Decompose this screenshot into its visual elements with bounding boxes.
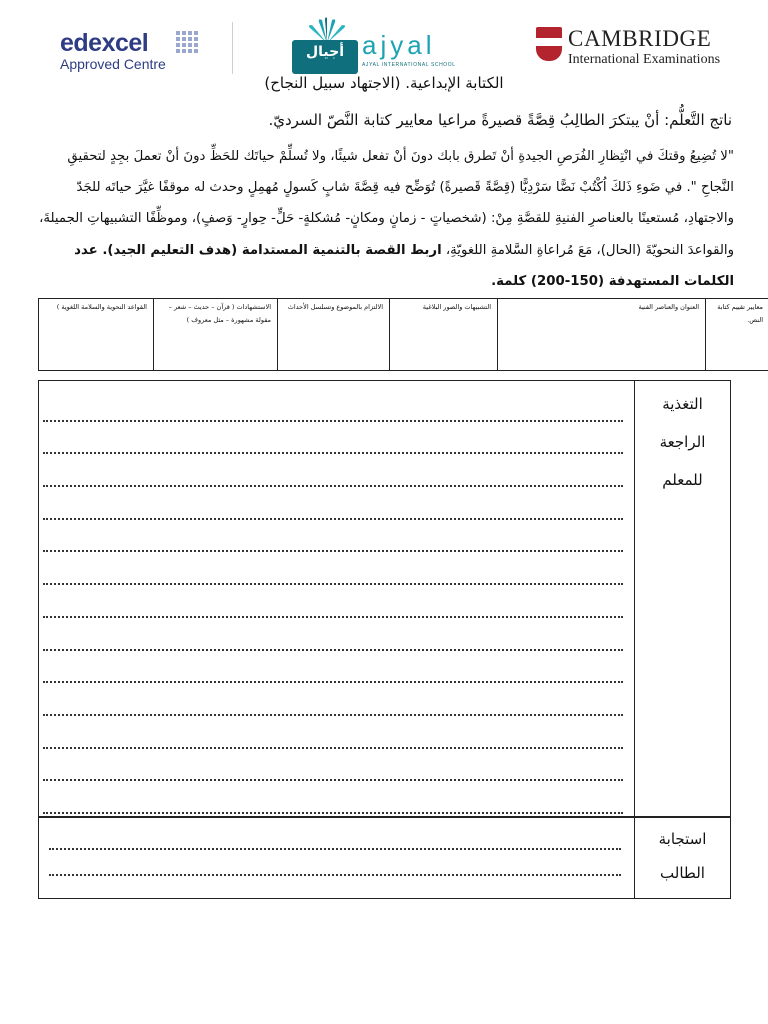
writing-line[interactable] — [43, 651, 623, 684]
writing-line[interactable] — [49, 824, 621, 850]
cambridge-sub: International Examinations — [568, 52, 721, 67]
writing-line[interactable] — [43, 781, 623, 814]
ajyal-school-name: AJYAL INTERNATIONAL SCHOOL — [362, 62, 456, 68]
teacher-feedback-box — [38, 380, 731, 817]
logo-bar — [0, 0, 768, 78]
writing-line[interactable] — [43, 422, 623, 455]
writing-line[interactable] — [43, 520, 623, 553]
task-bold-instruction: اربط القصة بالتنمية المستدامة (هدف التعليم الجيد). عدد الكلمات المستهدفة (150-200) كلمة. — [74, 242, 734, 289]
student-response-label — [634, 818, 730, 898]
criteria-cell-elements: العنوان والعناصر الفنية — [498, 299, 706, 371]
teacher-feedback-label — [634, 381, 730, 816]
edexcel-dots-icon — [176, 31, 198, 53]
writing-line[interactable] — [43, 618, 623, 651]
criteria-cell-citations: الاستشهادات ( قرآن – حديث – شعر – مقولة مشهورة – مثل معروف ) — [154, 299, 278, 371]
cambridge-name: CAMBRIDGE — [568, 26, 712, 51]
feedback-writing-lines[interactable] — [43, 389, 623, 814]
writing-line[interactable] — [43, 749, 623, 782]
edexcel-sub: Approved Centre — [60, 56, 166, 72]
criteria-table — [38, 298, 768, 371]
writing-line[interactable] — [43, 454, 623, 487]
writing-line[interactable] — [43, 683, 623, 716]
logo-divider — [232, 22, 233, 74]
student-writing-lines[interactable] — [49, 824, 621, 876]
cambridge-shield-icon — [536, 27, 562, 61]
edexcel-name: edexcel — [60, 29, 149, 57]
student-label-line: استجابة — [658, 830, 707, 848]
writing-line[interactable] — [49, 850, 621, 876]
student-label-line: الطالب — [660, 864, 705, 882]
ajyal-arabic-name: أجيال — [305, 44, 344, 60]
task-quote: "لا تُضِيعُ وقتكَ في انْتِظارِ الفُرَصِ الجيدةِ أنْ تَطرق بابك دونَ أنْ تفعل شيئًا، ولا تُسلِّمْ حياتَك للحَظِّ دونَ أنْ تعملَ بجِدٍ لتحقيقِ النَّجاحِ ". — [67, 149, 734, 196]
writing-line[interactable] — [43, 552, 623, 585]
criteria-row — [39, 299, 768, 371]
writing-line[interactable] — [43, 716, 623, 749]
student-response-box — [38, 817, 731, 899]
criteria-cell-heading: معايير تقييم كتابة النص. — [706, 299, 768, 371]
edexcel-logo — [60, 30, 166, 72]
writing-line[interactable] — [43, 389, 623, 422]
ajyal-logo — [290, 16, 460, 76]
criteria-cell-grammar: القواعد النحوية والسلامة اللغوية ) — [39, 299, 154, 371]
feedback-label-line: للمعلم — [662, 471, 703, 489]
page-title: الكتابة الإبداعية. (الاجتهاد سبيل النجاح) — [264, 74, 504, 92]
criteria-cell-imagery: التشبيهات والصور البلاغية — [390, 299, 498, 371]
ajyal-latin-name: ajyal — [362, 30, 436, 60]
learning-outcome: ناتج التَّعلُّم: أنْ يبتكرَ الطالِبُ قِصَّةً قصيرةً مراعيا معايير كتابة النَّصّ السرديّ. — [268, 111, 732, 129]
writing-line[interactable] — [43, 487, 623, 520]
writing-line[interactable] — [43, 585, 623, 618]
feedback-label-line: التغذية — [662, 395, 703, 413]
task-instruction: في ضَوءِ ذَلكَ اُكْتُبْ نَصًّا سَرْدِيًّا (قِصَّةً قَصيرةً) تُوَضِّح فيه قِصَّةَ شابٍ كَسولٍ مُهمِلٍ وحدث له موقفًا غيَّرَ حياتَه للجَدّ والاجتهادِ، مُستعينًا بالعناصرِ الفنيةِ للقصَّةِ مِنْ: (شخصياتٍ - زمانٍ ومكانٍ- مُشكلةٍ- حَلٍّ- حِوارٍ- وَصفٍ)، وموظِّفًا التشبيهاتِ الجميلةَ، والقواعدَ النحويّةَ (الحال)، مَعَ مُراعاةِ السَّلامةِ اللغويّةِ، — [39, 180, 734, 258]
feedback-label-line: الراجعة — [659, 433, 706, 451]
task-instructions — [32, 141, 734, 297]
criteria-cell-sequence: الالتزام بالموضوع وتسلسل الأحداث — [278, 299, 390, 371]
